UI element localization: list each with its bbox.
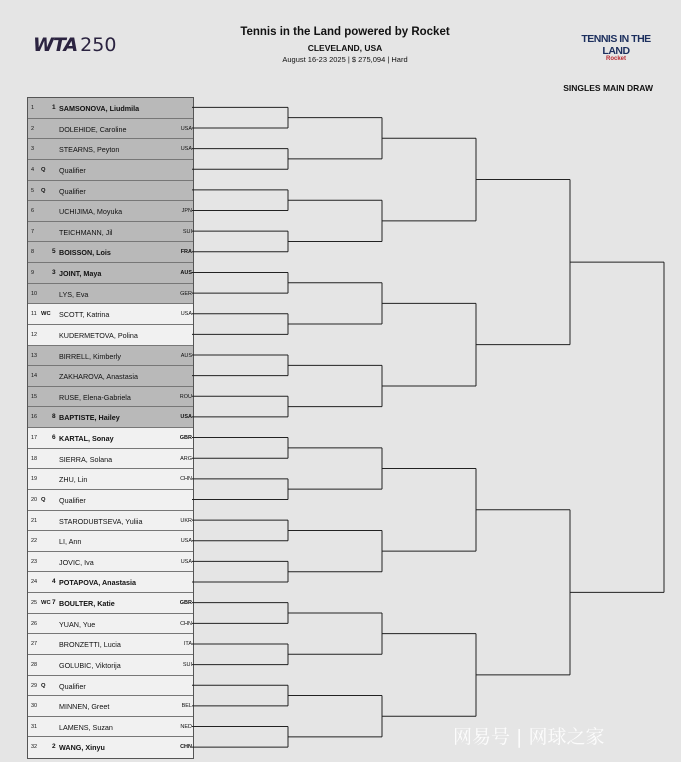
line-number: 20	[31, 496, 38, 503]
country-code: USA	[180, 558, 192, 565]
country-code: FRA	[180, 249, 192, 256]
line-number: 25	[31, 600, 38, 606]
wta-logo-number: 250	[80, 34, 117, 56]
country-code: UKR	[180, 517, 192, 524]
player-name: BOULTER, Katie	[59, 599, 115, 608]
country-code: CHN	[180, 476, 192, 483]
player-name: STEARNS, Peyton	[59, 145, 120, 155]
country-code: JPN	[181, 208, 192, 215]
line-number: 29	[31, 682, 38, 689]
line-number: 18	[31, 455, 38, 462]
line-number: 28	[31, 661, 38, 668]
country-code: ARG	[180, 455, 192, 462]
entry-status: Q	[41, 187, 46, 194]
tournament-title: Tennis in the Land powered by Rocket	[240, 26, 450, 38]
player-name: POTAPOVA, Anastasia	[59, 578, 136, 588]
line-number: 19	[31, 476, 38, 483]
player-name: TEICHMANN, Jil	[59, 227, 113, 237]
tournament-city: CLEVELAND, USA	[307, 43, 383, 53]
player-name: RUSE, Elena-Gabriela	[59, 392, 131, 402]
line-number: 17	[31, 435, 38, 441]
country-code: NED	[180, 723, 192, 730]
player-name: Qualifier	[59, 165, 86, 175]
country-code: SUI	[182, 661, 192, 668]
country-code: USA	[180, 538, 192, 545]
player-name: YUAN, Yue	[59, 619, 96, 629]
line-number: 26	[31, 620, 38, 627]
entry-status: Q	[41, 166, 46, 173]
line-number: 23	[31, 558, 38, 565]
seed-number: 1	[52, 104, 56, 111]
player-name: WANG, Xinyu	[59, 743, 105, 753]
line-number: 3	[31, 146, 35, 153]
line-number: 22	[31, 538, 38, 545]
player-name: BIRRELL, Kimberly	[59, 351, 121, 361]
line-number: 32	[31, 744, 38, 751]
player-name: LYS, Eva	[59, 289, 89, 299]
seed-number: 3	[52, 269, 56, 276]
line-number: 1	[31, 105, 35, 111]
country-code: CHN	[180, 744, 192, 751]
player-name: Qualifier	[59, 186, 86, 196]
line-number: 31	[31, 723, 38, 730]
line-number: 5	[31, 187, 35, 194]
country-code: GBR	[179, 600, 192, 606]
country-code: BEL	[181, 703, 192, 710]
seed-number: 6	[52, 434, 56, 441]
entry-status: WC	[41, 600, 51, 606]
line-number: 4	[31, 166, 35, 173]
country-code: AUS	[180, 270, 192, 276]
player-name: SAMSONOVA, Liudmila	[59, 104, 140, 113]
seed-number: 7	[52, 599, 56, 606]
player-name: DOLEHIDE, Caroline	[59, 124, 127, 134]
player-name: BAPTISTE, Hailey	[59, 413, 120, 423]
player-name: KARTAL, Sonay	[59, 434, 114, 443]
player-name: BOISSON, Lois	[59, 248, 111, 258]
player-name: LI, Ann	[59, 537, 82, 547]
tournament-logo-sponsor: Rocket	[605, 56, 626, 62]
line-number: 13	[31, 352, 38, 359]
country-code: USA	[180, 125, 192, 132]
wta-logo-text: WTA	[33, 34, 78, 56]
line-number: 6	[31, 208, 35, 215]
line-number: 11	[31, 311, 37, 318]
line-number: 16	[31, 414, 38, 421]
player-name: Qualifier	[59, 681, 86, 691]
entry-status: WC	[41, 311, 51, 318]
line-number: 30	[31, 703, 38, 710]
line-number: 15	[31, 393, 38, 400]
player-name: MINNEN, Greet	[59, 702, 110, 712]
player-name: UCHIJIMA, Moyuka	[59, 207, 123, 217]
seed-number: 8	[52, 413, 56, 421]
entry-status: Q	[41, 682, 46, 689]
line-number: 9	[31, 270, 35, 276]
country-code: SUI	[182, 228, 192, 235]
country-code: ITA	[183, 641, 192, 648]
player-name: GOLUBIC, Viktorija	[59, 660, 121, 670]
line-number: 12	[31, 331, 38, 338]
player-name: SCOTT, Katrina	[59, 310, 110, 320]
country-code: ROU	[179, 393, 192, 400]
country-code: CHN	[180, 620, 192, 627]
player-name: Qualifier	[59, 495, 86, 505]
country-code: GER	[180, 290, 192, 297]
tournament-info: August 16-23 2025 | $ 275,094 | Hard	[282, 55, 408, 64]
player-name: SIERRA, Solana	[59, 454, 113, 464]
entry-status: Q	[41, 496, 46, 503]
watermark: 网易号 | 网球之家	[453, 726, 605, 748]
player-name: ZAKHAROVA, Anastasia	[59, 372, 138, 382]
country-code: USA	[180, 311, 192, 318]
line-number: 10	[31, 290, 38, 297]
seed-number: 2	[52, 743, 56, 751]
player-name: JOVIC, Iva	[59, 557, 94, 567]
player-name: LAMENS, Suzan	[59, 722, 113, 732]
line-number: 24	[31, 579, 38, 586]
country-code: USA	[180, 146, 192, 153]
player-name: BRONZETTI, Lucia	[59, 640, 121, 650]
line-number: 21	[31, 517, 38, 524]
draw-label: SINGLES MAIN DRAW	[563, 83, 653, 93]
player-name: STARODUBTSEVA, Yuliia	[59, 516, 143, 526]
line-number: 8	[31, 249, 35, 256]
country-code: GBR	[179, 435, 192, 441]
player-name: ZHU, Lin	[59, 475, 88, 485]
line-number: 7	[31, 228, 35, 235]
country-code: AUS	[180, 352, 192, 359]
line-number: 27	[31, 641, 38, 648]
line-number: 14	[31, 373, 38, 380]
line-number: 2	[31, 125, 35, 132]
tournament-logo-main: TENNIS IN THE LAND	[581, 33, 651, 57]
country-code: USA	[180, 414, 192, 421]
player-name: KUDERMETOVA, Polina	[59, 330, 138, 340]
seed-number: 5	[52, 248, 56, 256]
player-name: JOINT, Maya	[59, 269, 102, 278]
seed-number: 4	[52, 578, 56, 586]
